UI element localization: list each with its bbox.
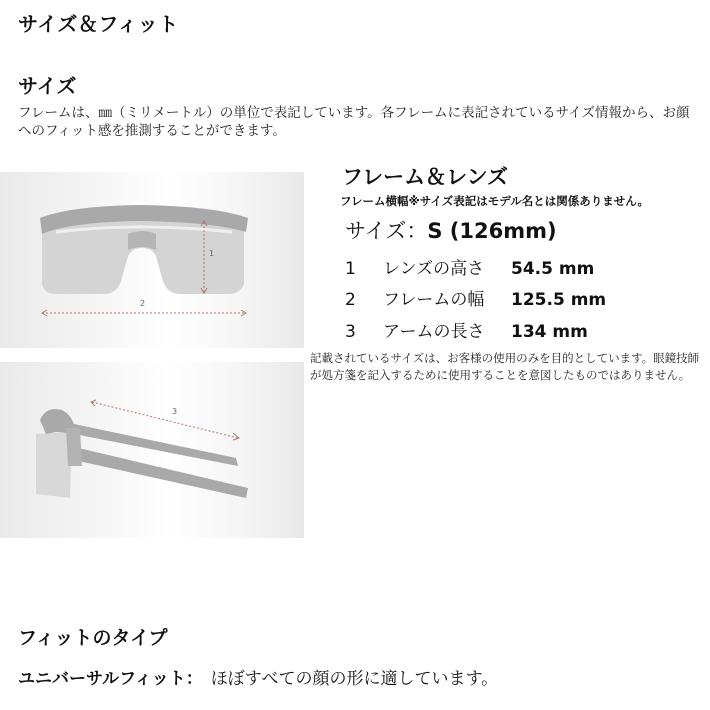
measurement-number: 2 [345, 290, 356, 310]
measurement-label: レンズの高さ [383, 259, 485, 279]
measurement-number: 3 [345, 322, 356, 342]
size-disclaimer: 記載されているサイズは、お客様の使用のみを目的としています。眼鏡技師が処方箋を記入するために使用することを意図したものではありません。 [310, 351, 700, 382]
measurement-value: 54.5 mm [511, 259, 595, 279]
dimension-label-3: 3 [172, 407, 178, 416]
measurement-value: 134 mm [511, 322, 588, 342]
fit-type-heading: フィットのタイプ [18, 627, 168, 649]
frame-width-note: フレーム横幅※サイズ表記はモデル名とは関係ありません。 [340, 194, 649, 208]
size-line [345, 215, 557, 245]
side-lens [36, 432, 72, 498]
size-description: フレームは、㎜（ミリメートル）の単位で表記しています。各フレームに表記されているサイズ情報から、お顔へのフィット感を推測することができます。 [18, 105, 690, 139]
side-view-diagram [0, 362, 304, 538]
page-title: サイズ＆フィット [18, 12, 179, 36]
fit-type-description: ほぼすべての顔の形に適しています。 [210, 669, 499, 689]
size-heading: サイズ [18, 74, 77, 98]
measurement-label: アームの長さ [383, 322, 485, 342]
measurement-value: 125.5 mm [511, 290, 607, 310]
measurement-number: 1 [345, 259, 356, 279]
dimension-label-2: 2 [140, 299, 146, 308]
frame-lens-heading: フレーム＆レンズ [342, 165, 509, 189]
size-label: サイズ： [345, 219, 428, 243]
fit-type-label: ユニバーサルフィット： [18, 669, 203, 689]
measurement-label: フレームの幅 [383, 290, 485, 310]
measurement-row [345, 285, 606, 310]
front-view-illustration [0, 172, 304, 348]
dimension-label-1: 1 [209, 249, 215, 258]
side-view-illustration [0, 362, 304, 538]
front-view-diagram [0, 172, 304, 348]
measurement-row [345, 254, 594, 279]
measurement-row [345, 317, 588, 342]
fit-type-line [18, 664, 498, 689]
lower-temple-arm [70, 446, 248, 498]
size-value: S (126mm) [427, 219, 557, 243]
